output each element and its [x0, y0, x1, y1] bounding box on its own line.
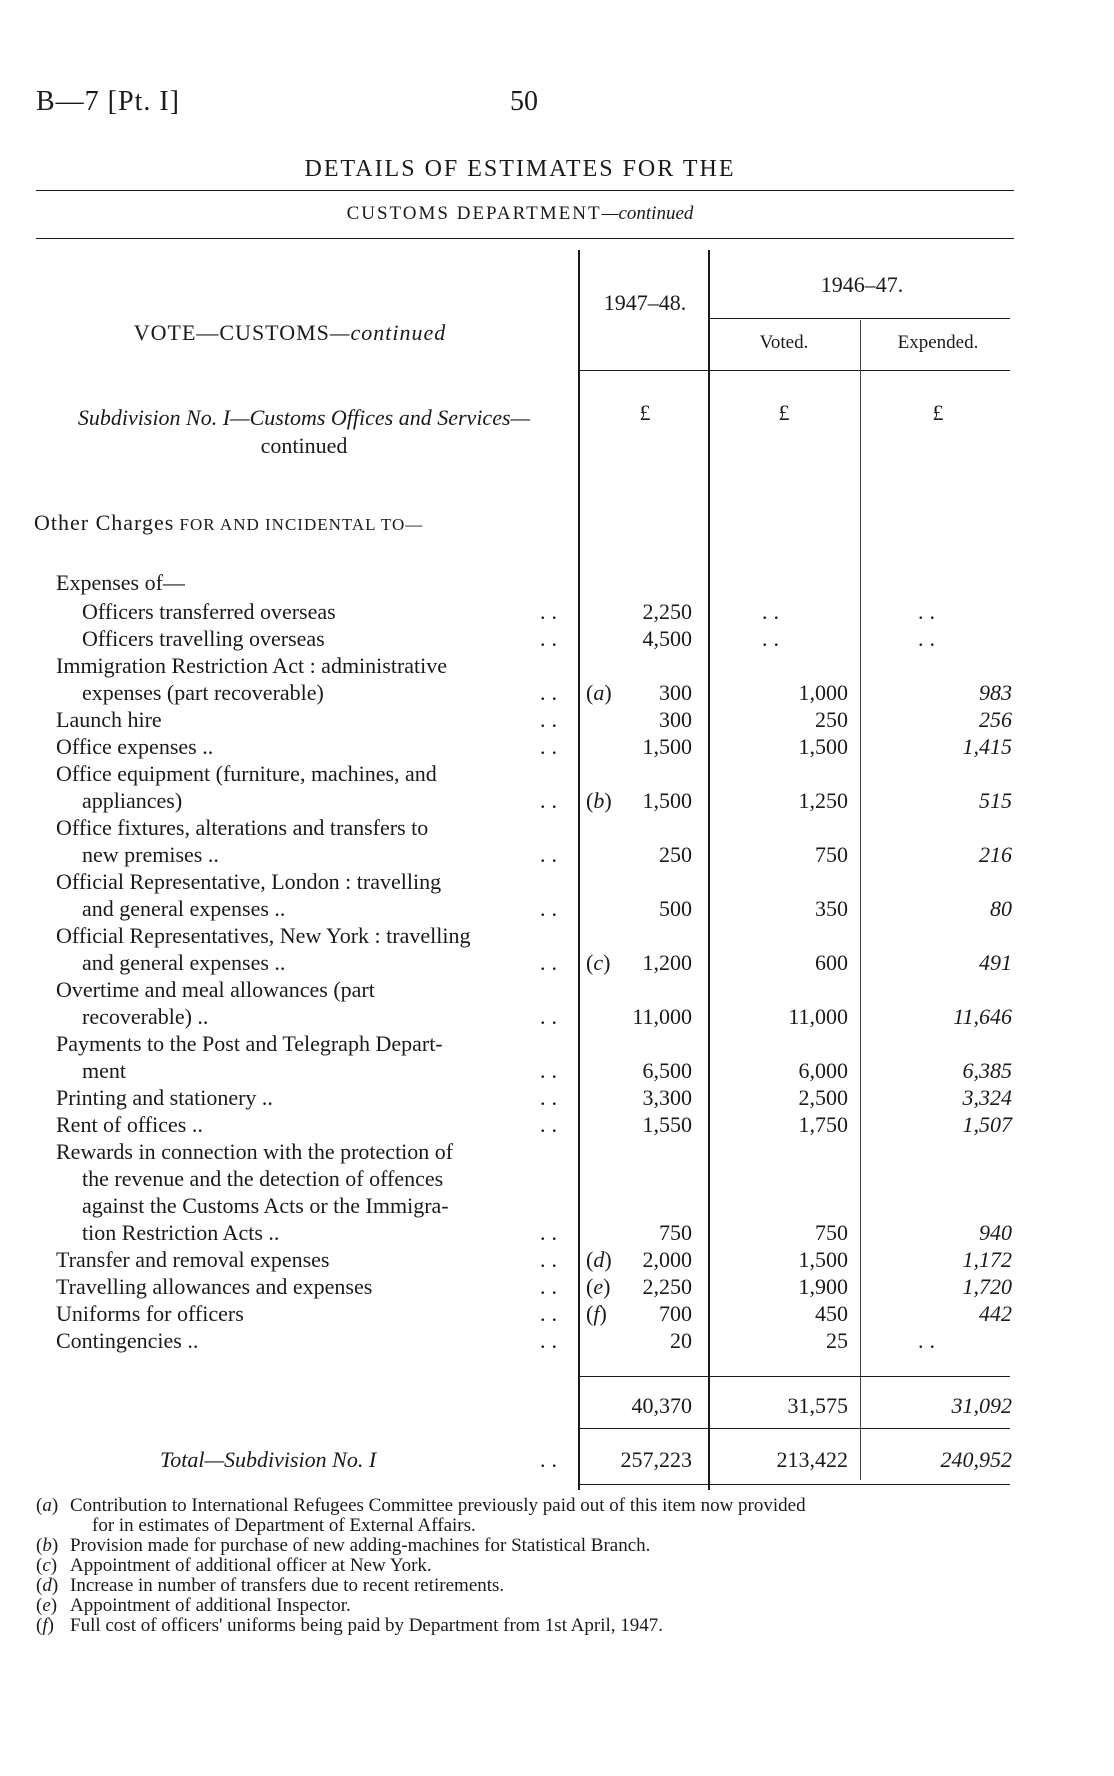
page-title: DETAILS OF ESTIMATES FOR THE — [304, 156, 736, 182]
footnote-ref: (a) — [586, 680, 612, 705]
footnote — [36, 1616, 1050, 1636]
value-1947: (c) 1,200 — [586, 950, 692, 975]
footnote — [36, 1496, 1050, 1536]
column-1947-48: 1947–48. — [603, 290, 687, 315]
row-label: new premises .. — [82, 842, 219, 867]
row-label: Office expenses .. — [56, 734, 214, 759]
value-1947: 4,500 — [642, 626, 692, 651]
table-row — [0, 652, 1040, 679]
value-expended: 983 — [979, 680, 1012, 705]
column-1946-47: 1946–47. — [820, 272, 904, 297]
footnote-text: Provision made for purchase of new adding-machines for Statistical Branch. — [70, 1535, 651, 1556]
value-expended: .. — [918, 1328, 941, 1353]
row-label: Transfer and removal expenses — [56, 1247, 330, 1272]
leader-dots: .. — [540, 599, 563, 624]
footnote — [36, 1596, 1050, 1616]
footnote-text: Appointment of additional officer at New York. — [70, 1555, 432, 1576]
subtotal-expended: 31,092 — [951, 1393, 1012, 1418]
value-voted: 750 — [815, 1220, 848, 1245]
value-expended: 442 — [979, 1301, 1012, 1326]
table-row-continuation — [0, 1003, 1040, 1030]
table-row-continuation — [0, 841, 1040, 868]
subdivision-heading: Subdivision No. I—Customs Offices and Services— continued — [77, 405, 531, 458]
subtotal-row — [0, 1392, 1040, 1419]
row-label: Printing and stationery .. — [56, 1085, 273, 1110]
footnote-ref: (d) — [586, 1247, 612, 1272]
footnote-text: Appointment of additional Inspector. — [70, 1595, 351, 1616]
value-voted: .. — [762, 599, 785, 624]
footnote-ref: (b) — [586, 788, 612, 813]
currency-expended: £ — [932, 400, 944, 425]
leader-dots: .. — [540, 626, 563, 651]
row-label: Payments to the Post and Telegraph Depart- — [56, 1031, 443, 1056]
leader-dots: .. — [540, 788, 563, 813]
column-voted: Voted. — [759, 332, 809, 353]
leader-dots: .. — [540, 842, 563, 867]
table-row — [0, 1273, 1040, 1300]
page-reference: B—7 [Pt. I] — [36, 86, 180, 117]
value-expended: .. — [918, 599, 941, 624]
value-voted: 600 — [815, 950, 848, 975]
table-row — [0, 868, 1040, 895]
department-rule — [36, 238, 1014, 239]
leader-dots: .. — [540, 734, 563, 759]
row-label: tion Restriction Acts .. — [82, 1220, 280, 1245]
department-heading: CUSTOMS DEPARTMENT—continued — [346, 203, 694, 224]
value-voted: 750 — [815, 842, 848, 867]
value-1947: 300 — [659, 707, 692, 732]
subtotal-rule-bottom — [580, 1428, 1010, 1429]
footnote-marker: ( a ) — [36, 1496, 58, 1516]
value-1947: 750 — [659, 1220, 692, 1245]
row-label: Officers travelling overseas — [82, 626, 325, 651]
table-row-continuation — [0, 949, 1040, 976]
value-expended: 1,172 — [962, 1247, 1012, 1272]
value-voted: .. — [762, 626, 785, 651]
row-label: Launch hire — [56, 707, 162, 732]
value-1947: 3,300 — [642, 1085, 692, 1110]
value-expended: 256 — [979, 707, 1012, 732]
value-expended: 216 — [979, 842, 1012, 867]
section-heading: Other Charges FOR AND INCIDENTAL TO— — [34, 510, 424, 535]
vote-heading: VOTE—CUSTOMS—continued — [133, 320, 447, 345]
value-1947: (d) 2,000 — [586, 1247, 692, 1272]
footnotes — [36, 1496, 1050, 1636]
footnote — [36, 1576, 1050, 1596]
value-expended: .. — [918, 626, 941, 651]
leader-dots: .. — [540, 1328, 563, 1353]
total-leader-dots: .. — [540, 1447, 563, 1472]
table-row — [0, 1084, 1040, 1111]
row-label: Officers transferred overseas — [82, 599, 336, 624]
footnote-marker: ( b ) — [36, 1536, 58, 1556]
footnote-ref: (e) — [586, 1274, 611, 1299]
leader-dots: .. — [540, 1058, 563, 1083]
value-voted: 1,000 — [798, 680, 848, 705]
footnote-ref: (c) — [586, 950, 611, 975]
table-row-continuation — [0, 895, 1040, 922]
value-1947: 2,250 — [642, 599, 692, 624]
row-label: Contingencies .. — [56, 1328, 199, 1353]
head-rule — [580, 370, 1010, 371]
row-label: Office equipment (furniture, machines, and — [56, 761, 437, 786]
leader-dots: .. — [540, 1004, 563, 1029]
table-row — [0, 760, 1040, 787]
table-row — [0, 814, 1040, 841]
subtotal-1947: 40,370 — [631, 1393, 692, 1418]
value-voted: 250 — [815, 707, 848, 732]
row-label: ment — [82, 1058, 126, 1083]
footnote — [36, 1536, 1050, 1556]
table-row — [0, 1246, 1040, 1273]
row-label: Official Representative, London : travelling — [56, 869, 442, 894]
row-label: Travelling allowances and expenses — [56, 1274, 373, 1299]
value-voted: 1,750 — [798, 1112, 848, 1137]
table-row — [0, 1111, 1040, 1138]
row-label: and general expenses .. — [82, 950, 286, 975]
value-voted: 2,500 — [798, 1085, 848, 1110]
table-row — [0, 706, 1040, 733]
value-expended: 491 — [979, 950, 1012, 975]
leader-dots: .. — [540, 680, 563, 705]
value-voted: 11,000 — [788, 1004, 848, 1029]
value-1947: 1,500 — [642, 734, 692, 759]
total-rule — [580, 1484, 1010, 1485]
title-rule — [36, 190, 1014, 191]
leader-dots: .. — [540, 707, 563, 732]
total-row — [0, 1446, 1040, 1473]
value-1947: 250 — [659, 842, 692, 867]
total-expended: 240,952 — [940, 1447, 1012, 1472]
footnote-marker: ( e ) — [36, 1596, 57, 1616]
row-label: and general expenses .. — [82, 896, 286, 921]
subtotal-voted: 31,575 — [787, 1393, 848, 1418]
row-label: Office fixtures, alterations and transfers to — [56, 815, 429, 840]
footnote-text: Increase in number of transfers due to recent retirements. — [70, 1575, 505, 1596]
value-1947: 20 — [670, 1328, 692, 1353]
row-label: Immigration Restriction Act : administrative — [56, 653, 448, 678]
footnote-marker: ( c ) — [36, 1556, 57, 1576]
value-voted: 1,500 — [798, 734, 848, 759]
table-row — [0, 598, 1040, 625]
leader-dots: .. — [540, 1112, 563, 1137]
value-voted: 6,000 — [798, 1058, 848, 1083]
leader-dots: .. — [540, 1247, 563, 1272]
footnote — [36, 1556, 1050, 1576]
currency-1947: £ — [639, 400, 651, 425]
value-1947: 6,500 — [642, 1058, 692, 1083]
column-expended: Expended. — [897, 332, 979, 353]
row-label: recoverable) .. — [82, 1004, 209, 1029]
table-row — [0, 976, 1040, 1003]
table-row — [0, 625, 1040, 652]
footnote-text: Full cost of officers' uniforms being paid by Department from 1st April, 1947. — [70, 1615, 664, 1636]
row-label: Rewards in connection with the protection of — [56, 1139, 454, 1164]
row-label: Rent of offices .. — [56, 1112, 203, 1137]
leader-dots: .. — [540, 896, 563, 921]
table-row-continuation — [0, 1057, 1040, 1084]
value-voted: 1,250 — [798, 788, 848, 813]
expenses-of-label: Expenses of— — [56, 570, 185, 595]
table-row-continuation — [0, 787, 1040, 814]
value-expended: 3,324 — [962, 1085, 1012, 1110]
footnote-ref: (f) — [586, 1301, 607, 1326]
value-expended: 6,385 — [962, 1058, 1012, 1083]
row-label: against the Customs Acts or the Immigra- — [82, 1193, 449, 1218]
table-row-continuation — [0, 1165, 1040, 1192]
leader-dots: .. — [540, 1085, 563, 1110]
footnote-text: Contribution to International Refugees Committee previously paid out of this item now provided — [70, 1495, 806, 1516]
value-expended: 1,720 — [962, 1274, 1012, 1299]
table-row — [0, 1030, 1040, 1057]
table-row — [0, 733, 1040, 760]
subtotal-rule-top — [580, 1376, 1010, 1377]
table-row — [0, 1138, 1040, 1165]
year-rule — [710, 318, 1010, 319]
value-expended: 1,507 — [962, 1112, 1012, 1137]
value-1947: (f) 700 — [586, 1301, 692, 1326]
value-1947: 1,550 — [642, 1112, 692, 1137]
total-voted: 213,422 — [776, 1447, 848, 1472]
leader-dots: .. — [540, 1301, 563, 1326]
table-row — [0, 1300, 1040, 1327]
value-expended: 11,646 — [953, 1004, 1012, 1029]
value-1947: (b) 1,500 — [586, 788, 692, 813]
value-1947: (e) 2,250 — [586, 1274, 692, 1299]
footnote-marker: ( d ) — [36, 1576, 58, 1596]
currency-voted: £ — [778, 400, 790, 425]
value-expended: 1,415 — [962, 734, 1012, 759]
table-row — [0, 1327, 1040, 1354]
leader-dots: .. — [540, 950, 563, 975]
row-label: Overtime and meal allowances (part — [56, 977, 375, 1002]
value-1947: 500 — [659, 896, 692, 921]
row-label: Official Representatives, New York : travelling — [56, 923, 471, 948]
row-label: the revenue and the detection of offences — [82, 1166, 444, 1191]
value-voted: 1,900 — [798, 1274, 848, 1299]
value-1947: 11,000 — [632, 1004, 692, 1029]
leader-dots: .. — [540, 1274, 563, 1299]
value-expended: 80 — [990, 896, 1012, 921]
leader-dots: .. — [540, 1220, 563, 1245]
page-number: 50 — [510, 86, 538, 117]
table-row-continuation — [0, 1192, 1040, 1219]
footnote-marker: ( f ) — [36, 1616, 54, 1636]
value-expended: 515 — [979, 788, 1012, 813]
value-voted: 1,500 — [798, 1247, 848, 1272]
table-row-continuation — [0, 1219, 1040, 1246]
table-row-continuation — [0, 679, 1040, 706]
footnote-text: for in estimates of Department of External Affairs. — [92, 1515, 476, 1536]
value-voted: 450 — [815, 1301, 848, 1326]
value-1947: (a) 300 — [586, 680, 692, 705]
total-label: Total—Subdivision No. I — [160, 1447, 377, 1472]
table-row — [0, 922, 1040, 949]
total-1947: 257,223 — [620, 1447, 692, 1472]
row-label: appliances) — [82, 788, 183, 813]
value-voted: 25 — [826, 1328, 848, 1353]
value-expended: 940 — [979, 1220, 1012, 1245]
value-voted: 350 — [815, 896, 848, 921]
row-label: expenses (part recoverable) — [82, 680, 324, 705]
row-label: Uniforms for officers — [56, 1301, 244, 1326]
